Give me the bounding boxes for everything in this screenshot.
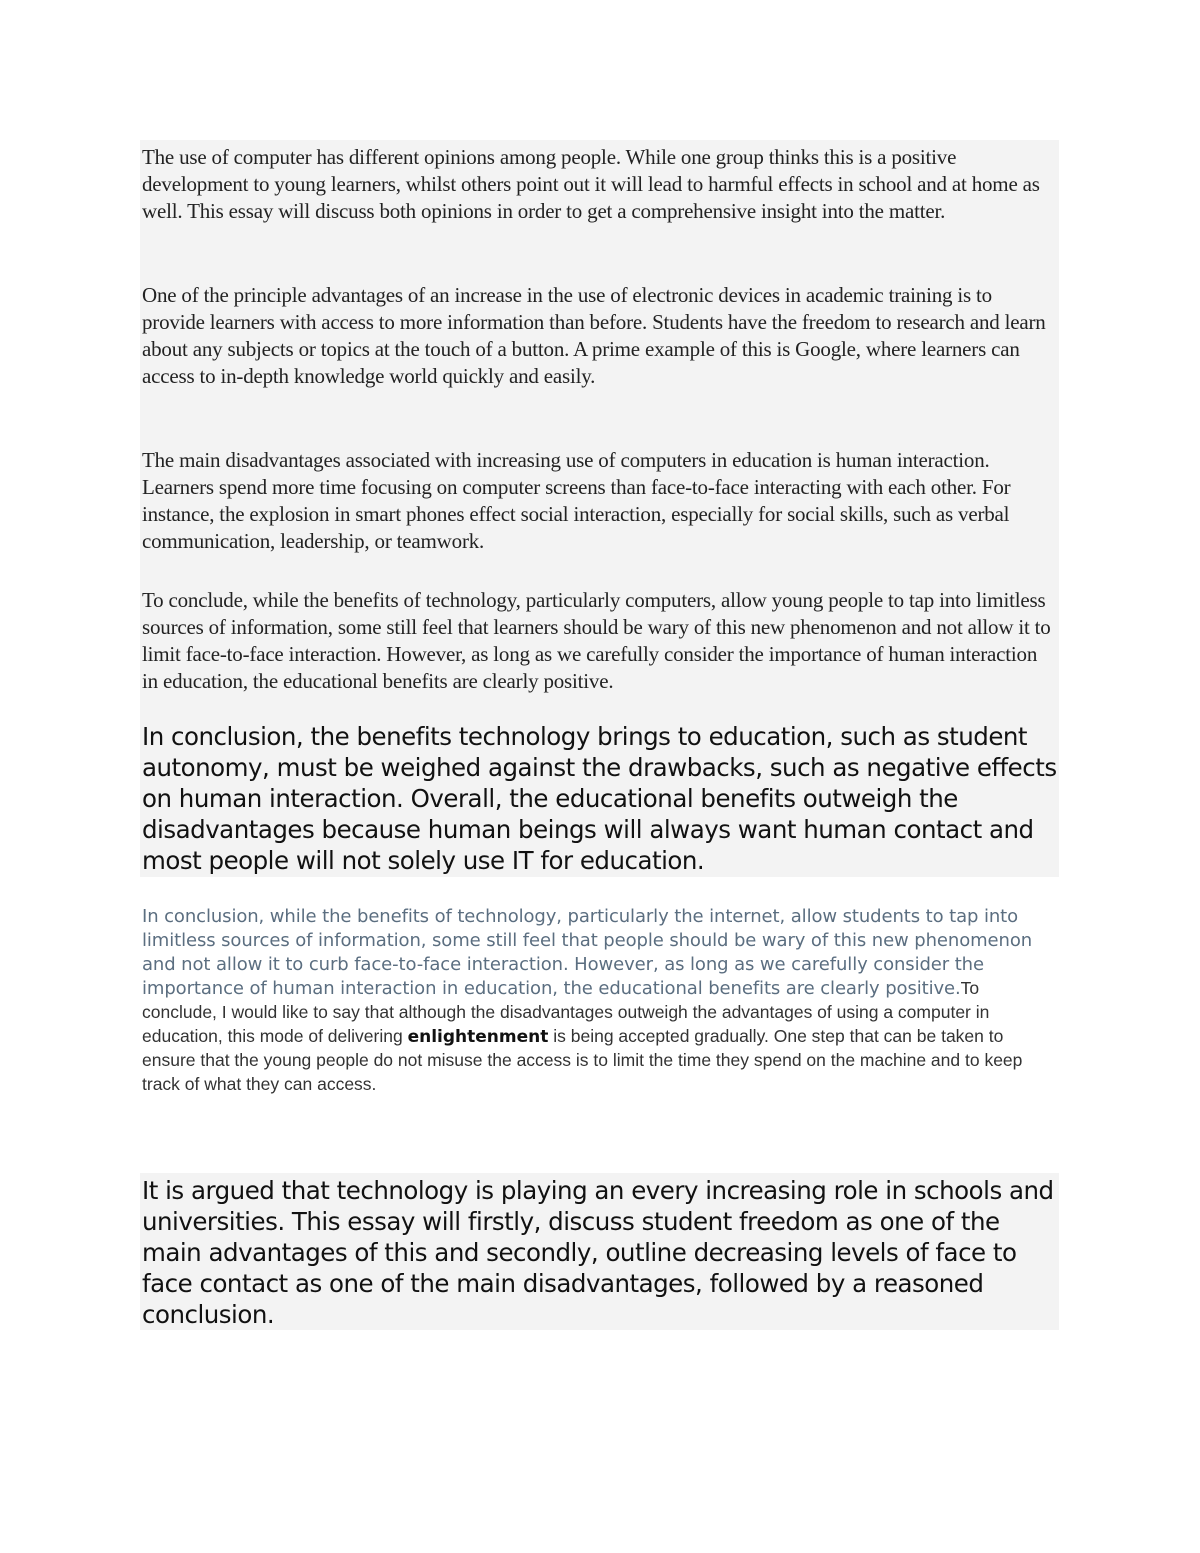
paragraph-introduction: The use of computer has different opinions among people. While one group thinks this is a positive development to young learners, whilst others point out it will lead to harmful effects in school and at home as well. This essay will discuss both opinions in order to get a comprehensive insight into the matter. — [142, 145, 1040, 223]
paragraph-conclusion-mixed — [142, 905, 1057, 1097]
conclusion-text-part-c: is being accepted gradually. One step that can be taken to ensure that the young people do not misuse the access is to limit the time they spend on the machine and to keep track of what they can access. — [142, 1026, 1023, 1094]
paragraph-conclusion-large: In conclusion, the benefits technology brings to education, such as student autonomy, must be weighed against the drawbacks, such as negative effects on human interaction. Overall, the educational benefits outweigh the disadvantages because human beings will always want human contact and most people will not solely use IT for education. — [142, 722, 1057, 875]
paragraph-advantages: One of the principle advantages of an increase in the use of electronic devices in academic training is to provide learners with access to more information than before. Students have the freedom to research and learn about any subjects or topics at the touch of a button. A prime example of this is Google, where learners can access to in-depth knowledge world quickly and easily. — [142, 283, 1046, 388]
paragraph-disadvantages: The main disadvantages associated with increasing use of computers in education is human interaction. Learners spend more time focusing on computer screens than face-to-face interacting with each other. For instance, the explosion in smart phones effect social interaction, especially for social skills, such as verbal communication, leadership, or teamwork. — [142, 448, 1011, 553]
conclusion-text-part-a: In conclusion, while the benefits of technology, particularly the internet, allow students to tap into limitless sources of information, some still feel that people should be wary of this new phenomenon and not allow it to curb face-to-face interaction. However, as long as we carefully consider the importance of human interaction in education, the educational benefits are clearly positive. — [142, 906, 1033, 999]
conclusion-bold-word: enlightenment — [407, 1027, 549, 1047]
paragraph-conclusion: To conclude, while the benefits of technology, particularly computers, allow young people to tap into limitless sources of information, some still feel that learners should be wary of this new phenomenon and not allow it to limit face-to-face interaction. However, as long as we carefully consider the importance of human interaction in education, the educational benefits are clearly positive. — [142, 588, 1051, 693]
paragraph-intro-large: It is argued that technology is playing an every increasing role in schools and universities. This essay will firstly, discuss student freedom as one of the main advantages of this and secondly, outline decreasing levels of face to face contact as one of the main disadvantages, followed by a reasoned conclusion. — [142, 1176, 1054, 1329]
conclusion-text-part-b: To conclude, I would like to say that although the disadvantages outweigh the advantages of using a computer in education, this mode of delivering — [142, 978, 990, 1046]
